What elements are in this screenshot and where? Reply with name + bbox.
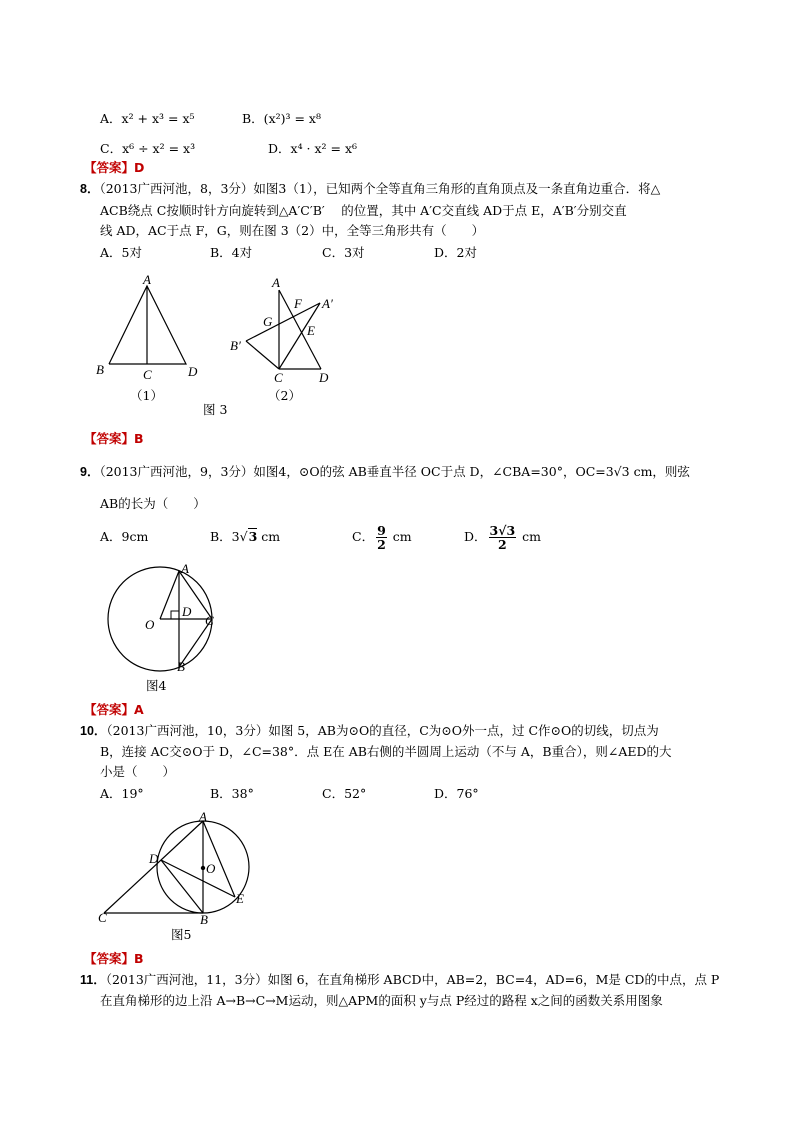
q9-option-d: D． $\frac{3√3}{2}$ cm <box>464 523 541 552</box>
q11-number: 11． <box>80 973 106 987</box>
q9-text1: （2013广西河池，9，3分）如图4，⊙O的弦 AB垂直半径 OC于点 D，∠CBA=30°，OC=3√3 cm，则弦 <box>99 464 690 479</box>
q10-text1: （2013广西河池，10，3分）如图 5，AB为⊙O的直径，C为⊙O外一点，过 C作⊙O的切线，切点为 <box>106 723 659 738</box>
q9-line1 <box>80 463 690 481</box>
q7-answer: 【答案】D <box>84 160 145 175</box>
q8-option-b: B．4对 <box>210 245 253 260</box>
figure3-1 <box>90 272 220 382</box>
q8-answer: 【答案】B <box>84 431 144 446</box>
q8-option-c: C．3对 <box>322 245 365 260</box>
q10-line3: 小是（ ） <box>100 764 176 779</box>
figure3-2 <box>228 272 358 385</box>
q10-option-d: D．76° <box>434 786 479 801</box>
q9-option-b: B．3√3 cm <box>210 529 281 544</box>
fig4-caption: 图4 <box>146 678 167 693</box>
fig3-caption: 图 3 <box>203 402 228 417</box>
fig5-label-d: D <box>149 851 159 866</box>
q9-line2: AB的长为（ ） <box>100 496 206 511</box>
fig3-2-label-a: A <box>272 275 280 290</box>
q10-answer: 【答案】B <box>84 951 144 966</box>
fig3-2-label-b-prime: B′ <box>230 338 241 353</box>
q7-option-b: B．(x²)³ = x⁸ <box>242 111 321 126</box>
q8-number: 8． <box>80 182 100 196</box>
fig3-1-label-a: A <box>143 272 151 287</box>
fig3-2-label-c: C <box>274 370 283 385</box>
fig5-label-c: C <box>98 910 107 925</box>
q9-option-c: C． $\frac{9}{2}$ cm <box>352 523 412 552</box>
q11-text1: （2013广西河池，11，3分）如图 6，在直角梯形 ABCD中，AB=2，BC=4，AD=6，M是 CD的中点，点 P <box>105 972 720 987</box>
q7-option-c: C．x⁶ ÷ x² = x³ <box>100 141 196 156</box>
q11-line2: 在直角梯形的边上沿 A→B→C→M运动，则△APM的面积 y与点 P经过的路程 x之间的函数关系用图象 <box>100 993 663 1008</box>
fig4-label-d: D <box>182 604 192 619</box>
fig3-1-label-b: B <box>96 362 104 377</box>
fig4-label-c: C <box>205 613 214 628</box>
fig3-2-label-d: D <box>319 370 329 385</box>
fig3-1-caption: （1） <box>130 388 163 403</box>
fig3-2-label-f: F <box>294 296 302 311</box>
fig3-2-caption: （2） <box>268 388 301 403</box>
q10-option-b: B．38° <box>210 786 254 801</box>
q8-line2: ACB绕点 C按顺时针方向旋转到△A′C′B′ 的位置，其中 A′C交直线 AD于点 E，A′B′分别交直 <box>100 203 627 218</box>
q7-option-a: A．x² + x³ = x⁵ <box>100 111 195 126</box>
fig5-label-a: A <box>199 809 207 824</box>
fig4-label-b: B <box>177 659 185 674</box>
fig4-label-a: A <box>181 561 189 576</box>
fig5-caption: 图5 <box>171 927 192 942</box>
q10-line2: B，连接 AC交⊙O于 D，∠C=38°．点 E在 AB右侧的半圆周上运动（不与 A，B重合），则∠AED的大 <box>100 744 672 759</box>
q9-answer: 【答案】A <box>84 702 144 717</box>
fig3-2-label-a-prime: A′ <box>322 296 333 311</box>
fig5-label-e: E <box>236 891 244 906</box>
q10-option-c: C．52° <box>322 786 367 801</box>
fig3-1-label-c: C <box>143 367 152 382</box>
fig3-2-label-g: G <box>263 314 273 329</box>
q7-option-d: D．x⁴ · x² = x⁶ <box>268 141 358 156</box>
q8-option-a: A．5对 <box>100 245 142 260</box>
figure5 <box>96 809 266 927</box>
q11-line1 <box>80 971 719 989</box>
fig3-1-label-d: D <box>188 364 198 379</box>
fig5-label-b: B <box>200 912 208 927</box>
q10-option-a: A．19° <box>100 786 144 801</box>
q8-option-d: D．2对 <box>434 245 477 260</box>
q8-line1 <box>80 180 660 198</box>
q8-text1: （2013广西河池，8，3分）如图3（1），已知两个全等直角三角形的直角顶点及一条直角边重合．将△ <box>99 181 661 196</box>
q10-number: 10． <box>80 724 107 738</box>
q10-line1 <box>80 722 659 740</box>
q8-line3: 线 AD，AC于点 F，G，则在图 3（2）中，全等三角形共有（ ） <box>100 223 485 238</box>
fig4-label-o: O <box>145 617 155 632</box>
q9-number: 9． <box>80 465 100 479</box>
figure4 <box>100 560 230 680</box>
q9-option-a: A．9cm <box>100 529 149 544</box>
fig3-2-label-e: E <box>307 323 315 338</box>
fig5-label-o: O <box>206 861 216 876</box>
